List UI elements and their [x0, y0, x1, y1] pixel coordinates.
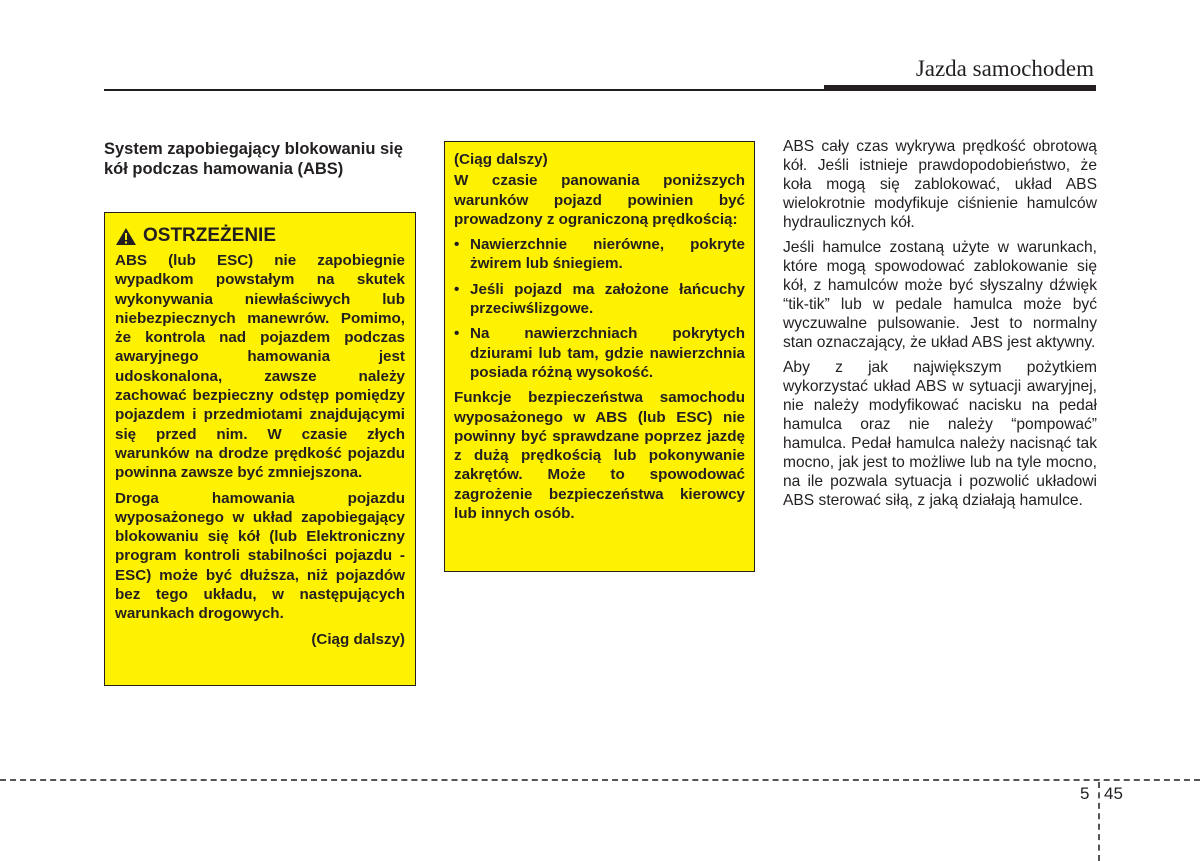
warning-paragraph-1: ABS (lub ESC) nie zapobiegnie wypadkom powstałym na skutek wykonywania niewłaściwych lub niebezpiecznych manewrów. Pomimo, że kontrola nad pojazdem podczas awaryjnego hamowania jest udoskonalona, zawsze należy zachować bezpieczny odstęp pomiędzy pojazdem i przedmiotami znajdującymi się przed nim. W czasie złych warunków na drodze prędkość pojazdu powinna zawsze być zmniejszona.: [115, 252, 405, 482]
header-rule-accent: [824, 85, 1096, 90]
warning-continued: (Ciąg dalszy): [311, 630, 405, 648]
footer-divider: [0, 779, 1200, 781]
chapter-number: 5: [1080, 784, 1090, 803]
page-number: 45: [1104, 784, 1123, 803]
warning-title: [115, 225, 405, 247]
body-paragraph-1: ABS cały czas wykrywa prędkość obrotową kół. Jeśli istnieje prawdopodobieństwo, że koła mogą się zablokować, układ ABS wielokrotnie modyfikuje ciśnienie hamulców hydraulicznych kół.: [783, 138, 1097, 231]
list-item: • Jeśli pojazd ma założone łańcuchy przeciwślizgowe.: [454, 280, 745, 319]
continuation-box: [444, 141, 755, 572]
continuation-intro: W czasie panowania poniższych warunków pojazd powinien być prowadzony z ograniczoną prędkością:: [454, 172, 745, 228]
page-header-title: Jazda samochodem: [915, 56, 1094, 81]
warning-paragraph-2: Droga hamowania pojazdu wyposażonego w układ zapobiegający blokowaniu się kół (lub Elektroniczny program kontroli stabilności pojazdu - ESC) może być dłuższa, niż pojazdów bez tego układu, w następujących warunkach drogowych.: [115, 489, 405, 623]
list-item: • Na nawierzchniach pokrytych dziurami lub tam, gdzie nawierzchnia posiada różną wysokość.: [454, 324, 745, 382]
warning-box: [104, 212, 416, 686]
list-item: • Nawierzchnie nierówne, pokryte żwirem lub śniegiem.: [454, 235, 745, 274]
warning-triangle-icon: [115, 227, 137, 246]
conditions-list: [454, 235, 745, 382]
footer-vertical-divider: [1098, 782, 1100, 861]
section-heading: System zapobiegający blokowaniu się kół podczas hamowania (ABS): [104, 140, 403, 178]
body-paragraph-3: Aby z jak największym pożytkiem wykorzystać układ ABS w sytuacji awaryjnej, nie należy modyfikować nacisku na pedał hamulca oraz nie należy “pompować” hamulca. Pedał hamulca należy nacisnąć tak mocno, jak jest to możliwe lub na tyle mocno, na ile pozwala sytuacja i pozwolić układowi ABS sterować siłą, z jaką działają hamulce.: [783, 359, 1097, 509]
continuation-outro: Funkcje bezpieczeństwa samochodu wyposażonego w ABS (lub ESC) nie powinny być sprawdzane poprzez jazdę z dużą prędkością lub pokonywanie zakrętów. Może to spowodować zagrożenie bezpieczeństwa kierowcy lub innych osób.: [454, 389, 745, 523]
body-paragraph-2: Jeśli hamulce zostaną użyte w warunkach, które mogą spowodować zablokowanie się kół, z hamulców może być słyszalny dźwięk “tik-tik” lub w pedale hamulca może być wyczuwalne pulsowanie. Jest to normalny stan oznaczający, że układ ABS jest aktywny.: [783, 239, 1097, 351]
warning-title-text: OSTRZEŻENIE: [143, 225, 277, 246]
continuation-head: (Ciąg dalszy): [454, 151, 548, 168]
body-column: [783, 137, 1097, 516]
